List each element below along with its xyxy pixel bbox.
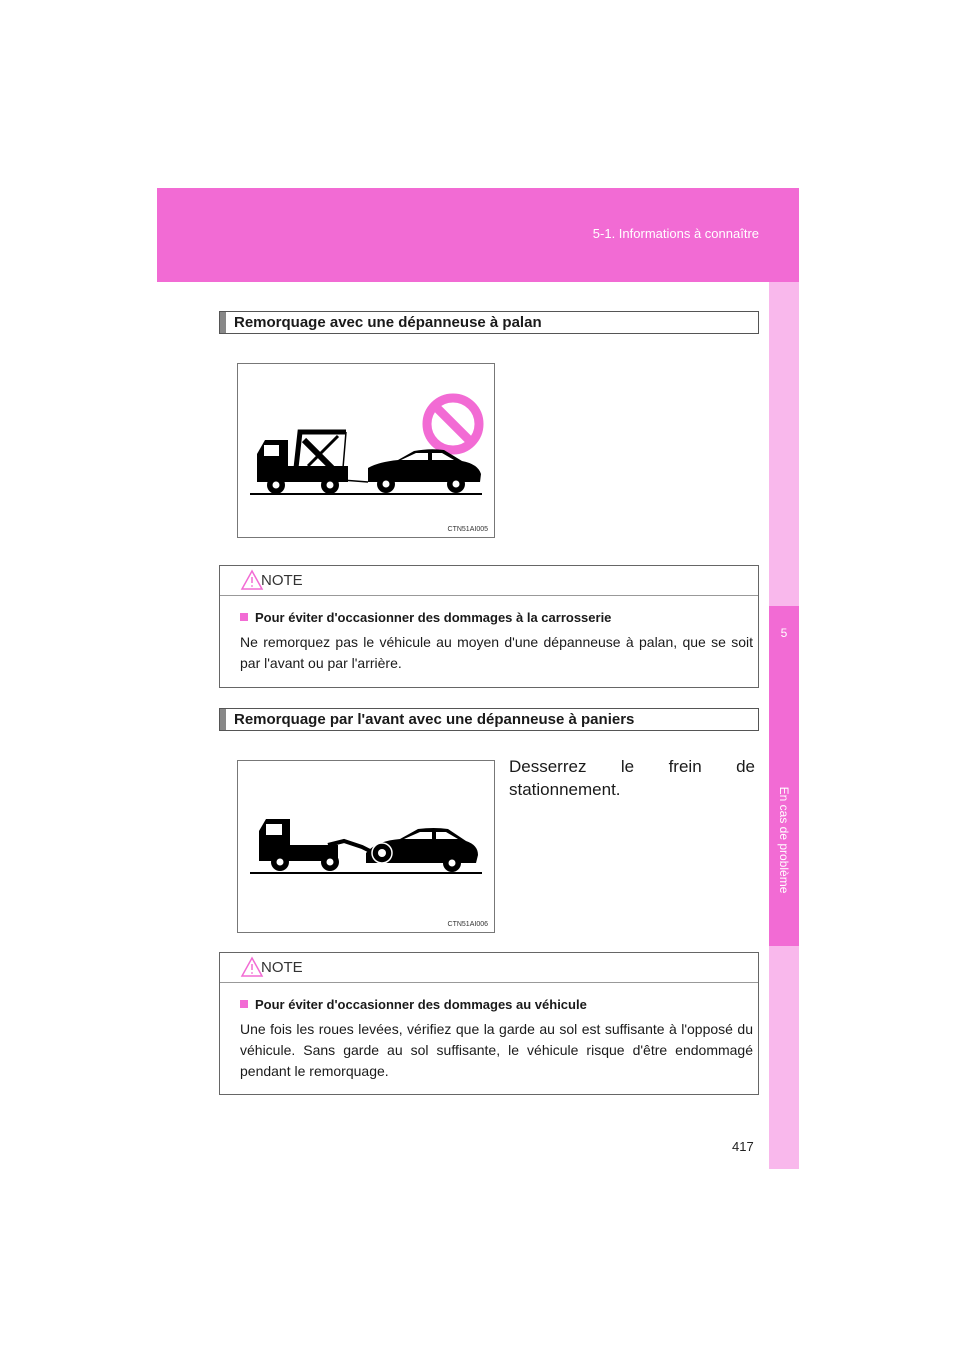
note-header: [220, 953, 758, 983]
figure-code: CTN51AI005: [447, 526, 488, 533]
instruction-line: Desserrez le frein de: [509, 757, 755, 776]
note-title: Pour éviter d'occasionner des dommages au véhicule: [240, 997, 587, 1012]
section-heading-text: Remorquage avec une dépanneuse à palan: [234, 314, 542, 331]
bullet-square-icon: [240, 1000, 248, 1008]
hoist-tow-illustration: [238, 364, 494, 537]
figure-wheel-lift-truck: [237, 760, 495, 933]
section-heading-wheel-lift: [219, 708, 759, 731]
note-title: Pour éviter d'occasionner des dommages à la carrosserie: [240, 610, 611, 625]
section-heading-text: Remorquage par l'avant avec une dépanneuse à paniers: [234, 711, 635, 728]
note-box-bodywork: [219, 565, 759, 688]
note-box-vehicle: [219, 952, 759, 1095]
note-label: NOTE: [261, 959, 303, 976]
note-header: [220, 566, 758, 596]
instruction-text: [509, 755, 755, 801]
instruction-line: stationnement.: [509, 780, 621, 799]
note-body: Une fois les roues levées, vérifiez que la garde au sol est suffisante à l'opposé du véhicule. Sans garde au sol suffisante, le véhicule risque d'être endommagé pendant le remorquage.: [240, 1021, 753, 1079]
figure-hoist-tow-truck: [237, 363, 495, 538]
note-label: NOTE: [261, 572, 303, 589]
note-body: Ne remorquez pas le véhicule au moyen d'une dépanneuse à palan, que se soit par l'avant ou par l'arrière.: [240, 634, 753, 671]
bullet-square-icon: [240, 613, 248, 621]
chapter-block: [769, 606, 799, 946]
wheel-lift-illustration: [238, 761, 494, 932]
figure-code: CTN51AI006: [447, 921, 488, 928]
page-number: 417: [732, 1139, 754, 1154]
section-heading-hoist-tow: [219, 311, 759, 334]
chapter-title: En cas de problème: [777, 786, 791, 894]
chapter-number: 5: [780, 626, 788, 640]
section-label: 5-1. Informations à connaître: [592, 226, 759, 241]
